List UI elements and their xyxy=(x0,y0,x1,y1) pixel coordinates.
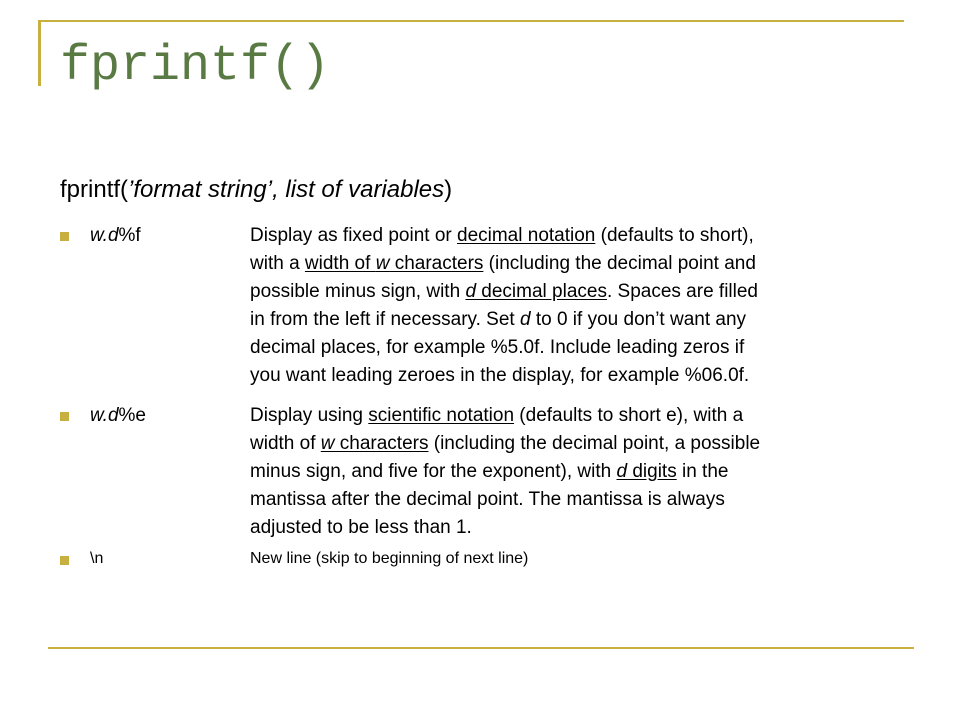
description-segment: (defaults to short e), with a xyxy=(514,405,744,426)
heading-format-string: format string xyxy=(133,176,267,203)
heading-quote-open: ’ xyxy=(128,176,134,203)
description-segment: w xyxy=(375,253,390,274)
description-line xyxy=(250,514,910,542)
heading-quote-close: ’ xyxy=(266,176,273,203)
description-segment: d xyxy=(465,281,477,302)
description-segment: Display as fixed point or xyxy=(250,225,457,246)
slide-title: fprintf() xyxy=(60,38,331,95)
description-line xyxy=(250,362,910,390)
description-segment: decimal places xyxy=(476,281,607,302)
description-segment: d xyxy=(519,309,531,330)
left-rule xyxy=(38,20,41,86)
description-segment: decimal notation xyxy=(457,225,596,246)
description-segment: width of xyxy=(304,253,376,274)
description-segment: characters xyxy=(334,433,429,454)
description-segment: (including the decimal point, a possible xyxy=(428,433,761,454)
description-line xyxy=(250,306,910,334)
description-segment: with a xyxy=(250,253,305,274)
bullet-key: \n xyxy=(90,550,104,567)
description-segment: decimal places, for example %5.0f. Include leading zeros if xyxy=(250,337,745,358)
description-segment: you want leading zeroes in the display, for example %06.0f. xyxy=(250,365,750,386)
description-line xyxy=(250,278,910,306)
description-segment: in the xyxy=(676,461,729,482)
bullet-marker xyxy=(60,412,69,421)
bullet-description xyxy=(250,548,910,570)
bullet-key: w.d%e xyxy=(90,405,146,426)
description-segment: characters xyxy=(389,253,484,274)
description-line xyxy=(250,458,910,486)
top-rule xyxy=(38,20,904,22)
bullet-key: w.d%f xyxy=(90,225,141,246)
description-segment: in from the left if necessary. Set xyxy=(250,309,520,330)
description-segment: scientific notation xyxy=(368,405,515,426)
bullet-description xyxy=(250,222,910,390)
description-segment: digits xyxy=(627,461,677,482)
heading-variables: list of variables xyxy=(285,176,445,203)
description-line xyxy=(250,548,910,570)
description-segment: possible minus sign, with xyxy=(250,281,466,302)
description-segment: Display using xyxy=(250,405,369,426)
description-line xyxy=(250,250,910,278)
description-segment: mantissa after the decimal point. The mantissa is always xyxy=(250,489,725,510)
bullet-marker xyxy=(60,556,69,565)
description-segment: (including the decimal point and xyxy=(483,253,756,274)
description-segment: w xyxy=(320,433,335,454)
description-line xyxy=(250,334,910,362)
description-segment: . Spaces are filled xyxy=(606,281,758,302)
description-segment: adjusted to be less than 1. xyxy=(250,517,472,538)
description-segment: to 0 if you don’t want any xyxy=(530,309,747,330)
heading-suffix: ) xyxy=(444,176,453,203)
description-segment: New line (skip to beginning of next line) xyxy=(250,550,529,567)
description-line xyxy=(250,486,910,514)
description-segment: d xyxy=(616,461,628,482)
bullet-marker xyxy=(60,232,69,241)
description-line xyxy=(250,430,910,458)
description-line xyxy=(250,402,910,430)
bottom-rule xyxy=(48,647,914,649)
description-segment: width of xyxy=(250,433,321,454)
description-segment: (defaults to short), xyxy=(595,225,754,246)
bullet-description xyxy=(250,402,910,542)
slide-heading xyxy=(60,174,452,206)
heading-comma: , xyxy=(272,176,286,203)
description-segment: minus sign, and five for the exponent), with xyxy=(250,461,617,482)
description-line xyxy=(250,222,910,250)
heading-prefix: fprintf( xyxy=(60,176,129,203)
